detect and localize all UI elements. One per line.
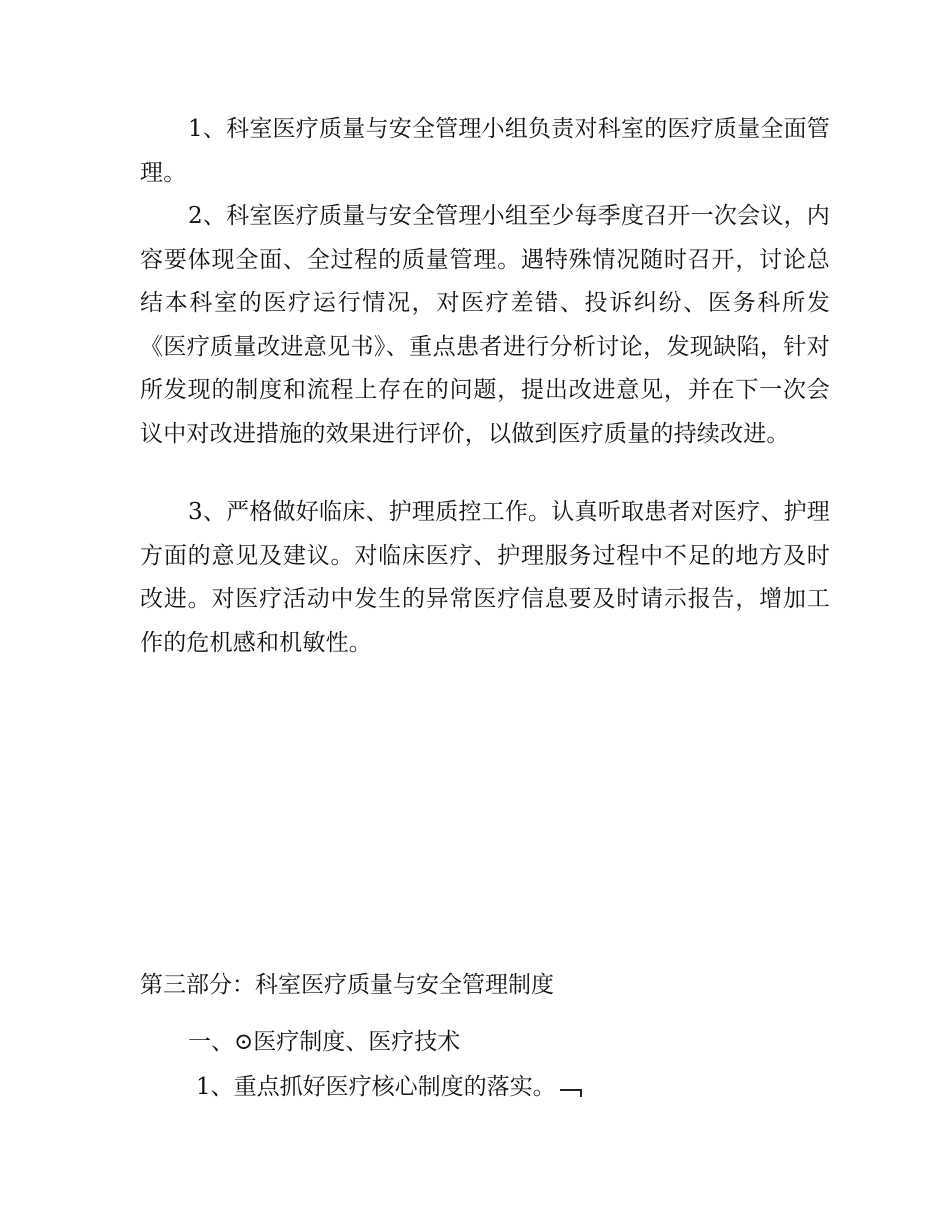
- list-item-text: 1、重点抓好医疗核心制度的落实。: [196, 1074, 556, 1100]
- paragraph-1: 1、科室医疗质量与安全管理小组负责对科室的医疗质量全面管理。: [140, 116, 830, 186]
- paragraph-2: 2、科室医疗质量与安全管理小组至少每季度召开一次会议，内容要体现全面、全过程的质量管理。遇特殊情况随时召开，讨论总结本科室的医疗运行情况，对医疗差错、投诉纠纷、医务科所发《医疗质量改进意见书》、重点患者进行分析讨论，发现缺陷，针对所发现的制度和流程上存在的问题，提出改进意见，并在下一次会议中对改进措施的效果进行评价，以做到医疗质量的持续改进。: [140, 203, 830, 447]
- list-item: [196, 1066, 836, 1109]
- return-mark-icon: [560, 1086, 582, 1098]
- subsection-heading: 一、⊙医疗制度、医疗技术: [188, 1029, 461, 1055]
- section-heading: 第三部分：科室医疗质量与安全管理制度: [140, 972, 554, 998]
- paragraph-3: 3、严格做好临床、护理质控工作。认真听取患者对医疗、护理方面的意见及建议。对临床医疗、护理服务过程中不足的地方及时改进。对医疗活动中发生的异常医疗信息要及时请示报告，增加工作的危机感和机敏性。: [140, 499, 830, 656]
